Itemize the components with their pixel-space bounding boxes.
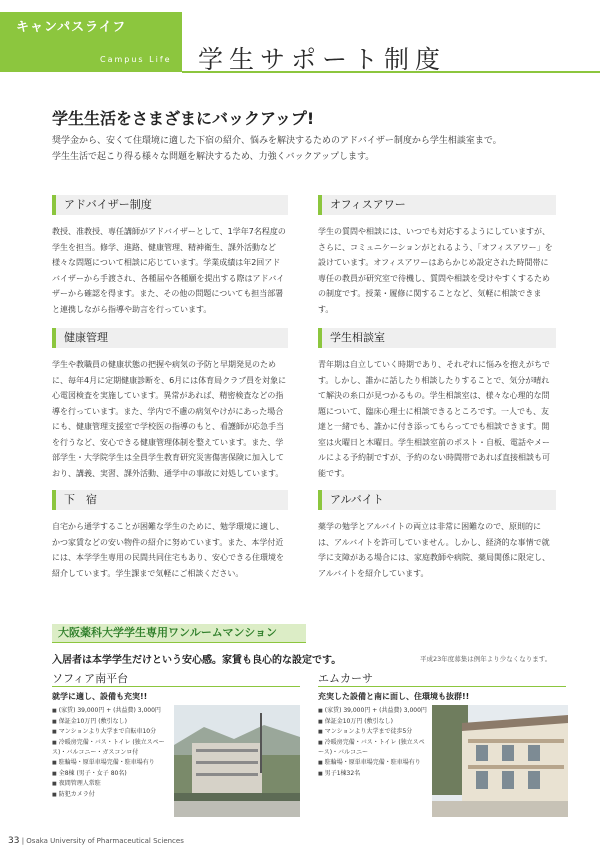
property-catch: 就学に適し、設備も充実!! bbox=[52, 692, 148, 701]
property-item: ■ 駐輪場・原単車場完備・駐車場有り bbox=[318, 758, 430, 769]
property-photo bbox=[432, 705, 568, 817]
footer-divider: | bbox=[21, 837, 27, 845]
property-item: ■ 冷暖房完備・バス・トイレ (独立スペース)・バルコニー bbox=[318, 738, 430, 758]
property-item: ■ (家賃) 39,000円 + (共益費) 3,000円 bbox=[52, 706, 172, 717]
housing-note: 平成23年度募集は例年より少なくなります。 bbox=[420, 655, 552, 663]
section-body-office: 学生の質問や相談には、いつでも対応するようにしていますが、さらに、コミュニケーションがとれるよう、「オフィスアワー」を設けています。オフィスアワーはあらかじめ設定された時間帯に専任の教員が研究室で待機し、質問や相談を受けやすくするための制度です。授業・履修に関することなど、気軽に相談できます。 bbox=[318, 227, 553, 314]
footer bbox=[8, 836, 184, 846]
lead-line: 奨学金から、安くて住環境に適した下宿の紹介、悩みを解決するためのアドバイザー制度から学生相談室まで。 bbox=[52, 136, 502, 146]
section-body-lodging: 自宅から通学することが困難な学生のために、勉学環境に適し、かつ家賃などの安い物件の紹介に努めています。また、本学付近には、本学学生専用の民間共同住宅もあり、安心できる住環境を紹介しています。学生課まで気軽にご相談ください。 bbox=[52, 522, 284, 578]
property-item: ■ 防犯カメラ付 bbox=[52, 790, 172, 801]
property-item: ■ 保証金10万円 (敷引なし) bbox=[52, 717, 172, 728]
housing-lead: 入居者は本学学生だけという安心感。家賃も良心的な設定です。 bbox=[52, 655, 342, 666]
lead-heading: 学生生活をさまざまにバックアップ! bbox=[52, 109, 315, 128]
section-head-advisor: アドバイザー制度 bbox=[52, 195, 288, 215]
page-title: 学生サポート制度 bbox=[198, 45, 447, 74]
section-body-advisor: 教授、准教授、専任講師がアドバイザーとして、1学年7名程度の学生を担当。修学、進路、健康管理、精神衛生、課外活動など様々な問題について相談に応じています。学業成績は年2回アドバイザーから手渡され、各種届や各種願を提出する際はアドバイザーから確認を得ます。また、その他の問題についても担当部署と連携しながら指導や助言を行っています。 bbox=[52, 227, 286, 314]
property-rule bbox=[52, 686, 300, 687]
category-label-en: Campus Life bbox=[100, 55, 172, 64]
property-item: ■ 保証金10万円 (敷引なし) bbox=[318, 717, 430, 728]
property-item: ■ 冷暖房完備・バス・トイレ (独立スペース)・バルコニー・ガスコンロ付 bbox=[52, 738, 172, 758]
footer-university: Osaka University of Pharmaceutical Sciences bbox=[26, 837, 184, 845]
property-item: ■ 駐輪場・原単車場完備・駐車場有り bbox=[52, 758, 172, 769]
property-rule bbox=[318, 686, 566, 687]
section-head-parttime: アルバイト bbox=[318, 490, 556, 510]
banner-rule bbox=[52, 642, 306, 643]
property-list bbox=[52, 706, 172, 800]
lead-text bbox=[52, 133, 572, 165]
section-head-office: オフィスアワー bbox=[318, 195, 556, 215]
property-photo bbox=[174, 705, 300, 817]
section-head-counsel: 学生相談室 bbox=[318, 328, 556, 348]
section-body-parttime: 薬学の勉学とアルバイトの両立は非常に困難なので、原則的には、アルバイトを許可していません。しかし、経済的な事情で就学に支障がある場合には、家庭教師や病院、薬局関係に限定し、アルバイトを紹介しています。 bbox=[318, 522, 550, 578]
property-item: ■ 男子1棟32名 bbox=[318, 769, 430, 780]
section-body-health: 学生や教職員の健康状態の把握や病気の予防と早期発見のために、毎年4月に定期健康診断を、6月には体育局クラブ員を対象に心電図検査を実施しています。異常があれば、精密検査などの指導を行っています。また、学内で不慮の病気やけがにあった場合にも、健康管理支援室で学校医の指導のもと、看護師が応急手当を行うなど、安心できる健康管理体制を整えています。また、学部学生・大学院学生は全員学生教育研究災害傷害保険に加入しており、講義、実習、課外活動、通学中の事故に対処しています。 bbox=[52, 360, 287, 478]
lead-line: 学生生活で起こり得る様々な問題を解決するため、力強くバックアップします。 bbox=[52, 152, 375, 162]
page-number: 33 bbox=[8, 836, 20, 846]
property-item: ■ 夜間管理人常駐 bbox=[52, 779, 172, 790]
property-item: ■ 全8棟 (男子・女子 80名) bbox=[52, 769, 172, 780]
property-catch: 充実した設備と南に面し、住環境も抜群!! bbox=[318, 692, 470, 701]
category-label: キャンパスライフ bbox=[16, 20, 127, 35]
section-head-health: 健康管理 bbox=[52, 328, 288, 348]
property-list bbox=[318, 706, 430, 779]
property-item: ■ マンションより大学まで徒歩5分 bbox=[318, 727, 430, 738]
section-body-counsel: 青年期は自立していく時期であり、それぞれに悩みを抱えがちです。しかし、誰かに話したり相談したりすることで、気分が晴れて解決の糸口が見つかるもの。学生相談室は、様々な心理的な問題について、臨床心理士に相談できるところです。一人でも、友達と一緒でも、誰かに付き添ってもらってでも相談できます。開室は火曜日と木曜日。学生相談室前のポスト・自板、電話やメールによる予約制ですが、予約のない時間帯であれば直接相談も可能です。 bbox=[318, 360, 550, 478]
housing-banner: 大阪薬科大学学生専用ワンルームマンション bbox=[52, 624, 306, 642]
property-name: エムカーサ bbox=[318, 672, 373, 685]
property-name: ソフィア南平台 bbox=[52, 672, 129, 685]
property-item: ■ (家賃) 39,000円 + (共益費) 3,000円 bbox=[318, 706, 430, 717]
section-head-lodging: 下 宿 bbox=[52, 490, 288, 510]
property-item: ■ マンションより大学まで自転車10分 bbox=[52, 727, 172, 738]
building-photo-icon bbox=[174, 705, 300, 817]
building-photo-icon bbox=[432, 705, 568, 817]
